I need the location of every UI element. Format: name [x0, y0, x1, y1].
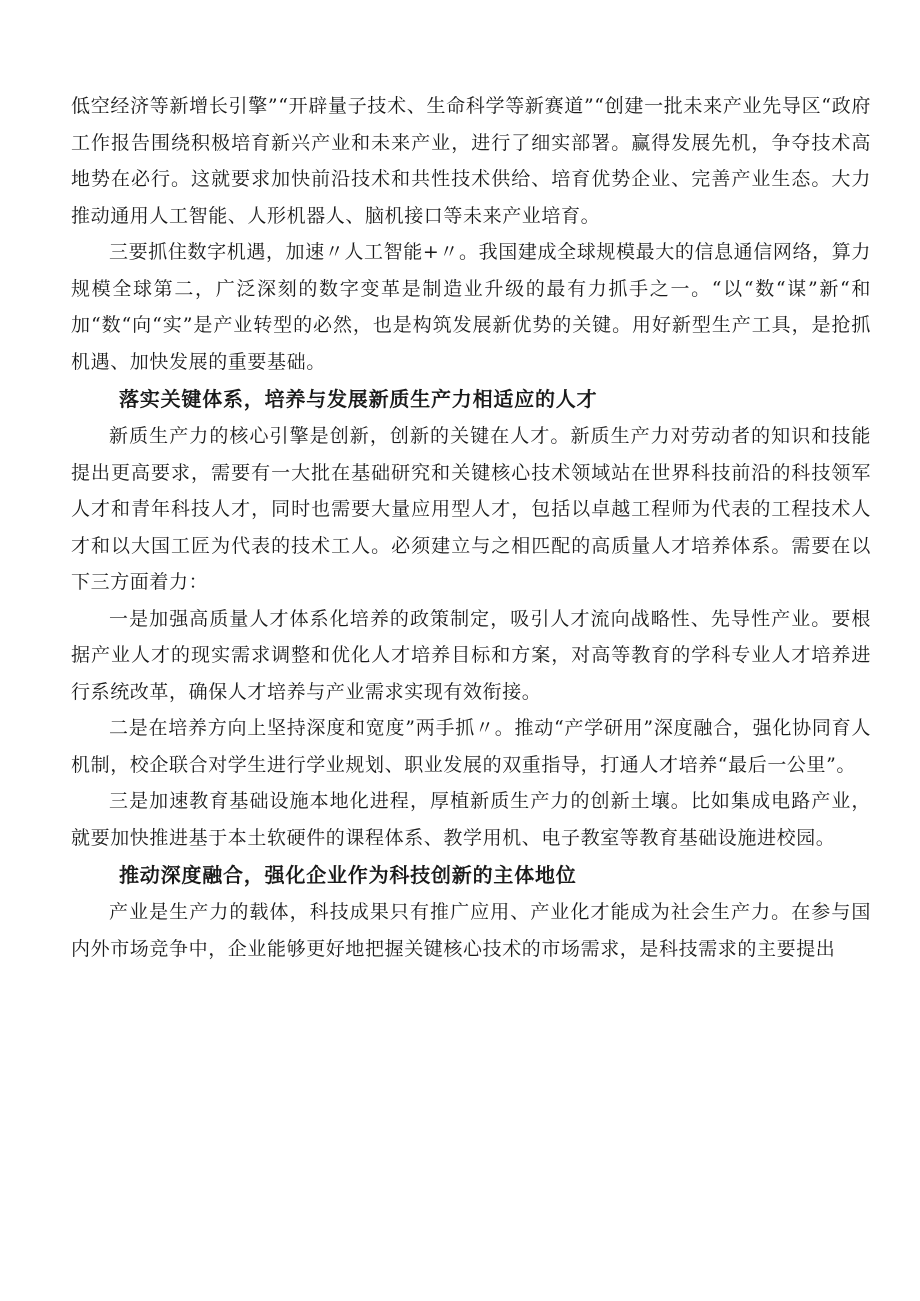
paragraph-3: 新质生产力的核心引擎是创新，创新的关键在人才。新质生产力对劳动者的知识和技能提出更高要求，需要有一大批在基础研究和关键核心技术领域站在世界科技前沿的科技领军人才和青年科技人才，同时也需要大量应用型人才，包括以卓越工程师为代表的工程技术人才和以大国工匠为代表的技术工人。必须建立与之相匹配的高质量人才培养体系。需要在以下三方面着力：: [71, 425, 871, 593]
section-heading-enterprise: 推动深度融合，强化企业作为科技创新的主体地位: [119, 863, 577, 887]
paragraph-5: 二是在培养方向上坚持深度和宽度”两手抓〃。推动“产学研用”深度融合，强化协同育人机制，校企联合对学生进行学业规划、职业发展的双重指导，打通人才培养“最后一公里”。: [71, 717, 871, 776]
paragraph-6: 三是加速教育基础设施本地化进程，厚植新质生产力的创新土壤。比如集成电路产业，就要加快推进基于本土软硬件的课程体系、教学用机、电子教室等教育基础设施进校园。: [71, 790, 871, 849]
paragraph-4: 一是加强高质量人才体系化培养的政策制定，吸引人才流向战略性、先导性产业。要根据产业人才的现实需求调整和优化人才培养目标和方案，对高等教育的学科专业人才培养进行系统改革，确保人才培养与产业需求实现有效衔接。: [71, 607, 871, 703]
paragraph-7: 产业是生产力的载体，科技成果只有推广应用、产业化才能成为社会生产力。在参与国内外市场竞争中，企业能够更好地把握关键核心技术的市场需求，是科技需求的主要提出: [71, 901, 871, 960]
section-heading-talent: 落实关键体系，培养与发展新质生产力相适应的人才: [119, 387, 598, 411]
paragraph-1: 低空经济等新增长引擎”“开辟量子技术、生命科学等新赛道”“创建一批未来产业先导区“政府工作报告围绕积极培育新兴产业和未来产业，进行了细实部署。赢得发展先机，争夺技术高地势在必行。这就要求加快前沿技术和共性技术供给、培育优势企业、完善产业生态。大力推动通用人工智能、人形机器人、脑机接口等未来产业培育。: [71, 95, 871, 227]
paragraph-2: 三要抓住数字机遇，加速〃人工智能+〃。我国建成全球规模最大的信息通信网络，算力规模全球第二，广泛深刻的数字变革是制造业升级的最有力抓手之一。“以“数“谋”新“和加“数“向“实”是产业转型的必然，也是构筑发展新优势的关键。用好新型生产工具，是抢抓机遇、加快发展的重要基础。: [71, 241, 871, 373]
document-page: [71, 88, 871, 967]
